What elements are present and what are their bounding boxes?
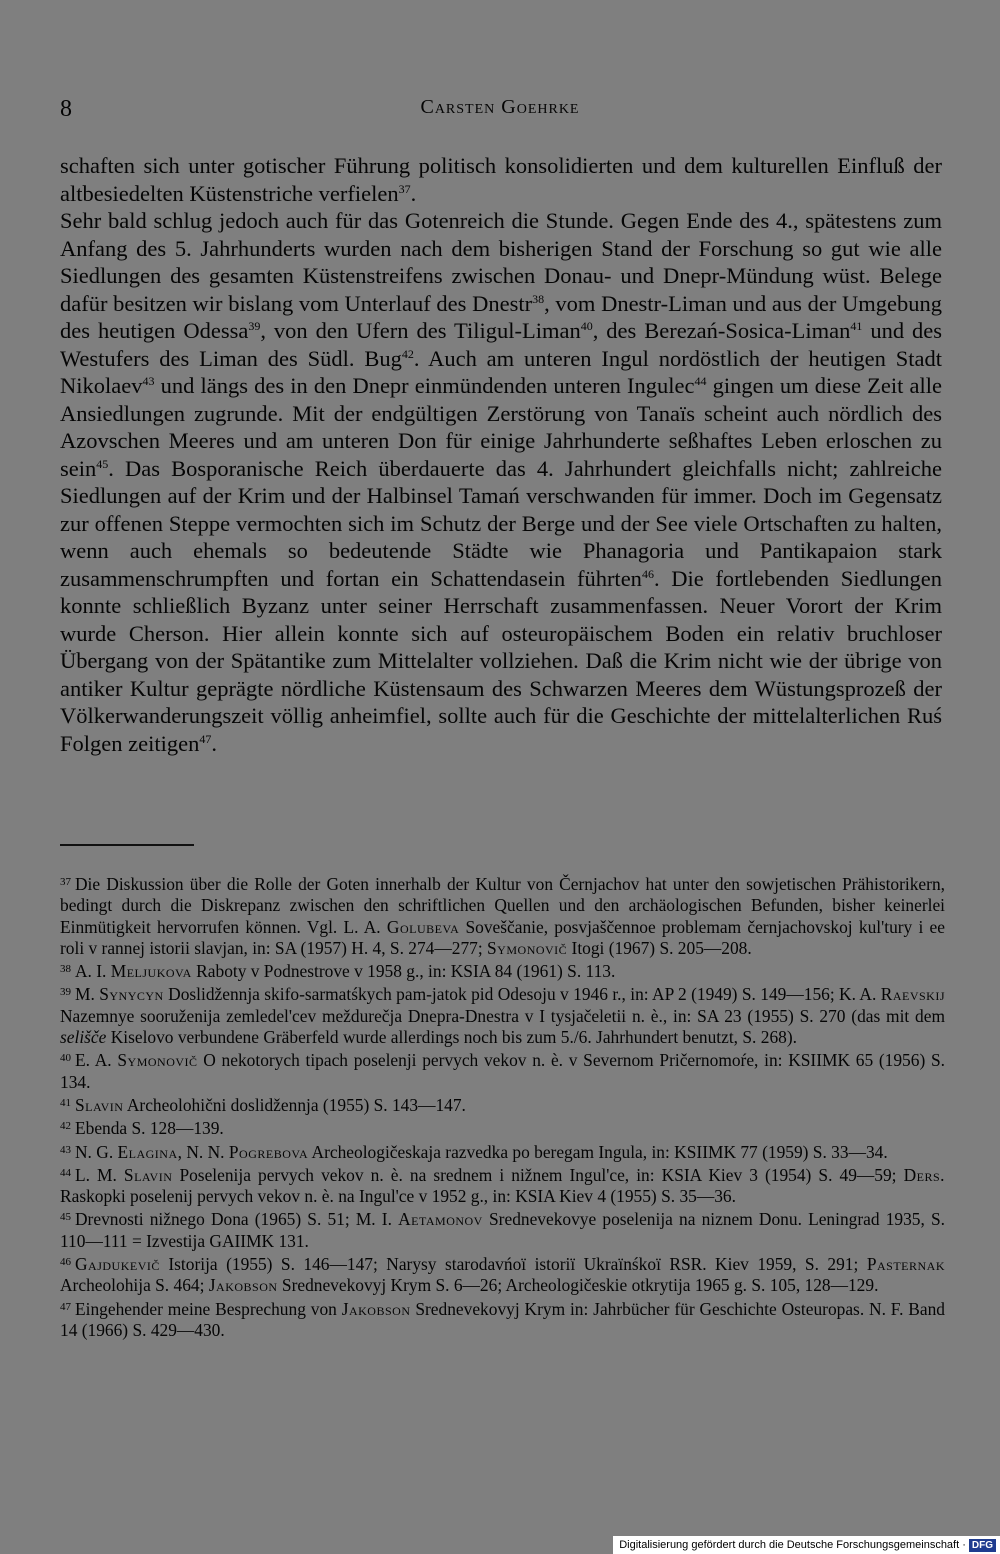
footnote-separator bbox=[60, 844, 194, 846]
footer-text: Digitalisierung gefördert durch die Deutsche Forschungsgemeinschaft · bbox=[619, 1539, 966, 1551]
text-run: und längs des in den Dnepr einmündenden unteren Ingulec bbox=[154, 373, 695, 398]
author-name: Elagina bbox=[117, 1141, 178, 1162]
text-run: , von den Ufern des Tiligul-Liman bbox=[260, 318, 581, 343]
footnotes bbox=[60, 872, 945, 1341]
author-name: Synycyn bbox=[99, 984, 164, 1005]
footnote-text: Raboty v Podnestrove v 1958 g., in: KSIA 84 (1961) S. 113. bbox=[191, 961, 616, 982]
author-name: Jakobson bbox=[208, 1275, 278, 1296]
text-run: schaften sich unter gotischer Führung politisch konsolidierten und dem kulturellen Einfluß der altbesiedelten Küstenstriche verfielen bbox=[60, 153, 942, 206]
footnote-text: Nazemnye sooruženija zemledel'cev meždurečja Dnepra-Dnestra v I tysjačeletii n. è., in: SA 23 (1955) S. 270 (das mit dem bbox=[60, 1005, 945, 1026]
author-name: Slavin bbox=[123, 1164, 173, 1185]
footnote-text: Die Diskussion über die Rolle der Goten innerhalb der Kultur von Černjachov hat unter den sowjetischen Prähistorikern, bedingt durch die Diskrepanz zwischen den schriftlichen Quellen und den archäologischen Befunden, bisher keinerlei Einmütigkeit hervorrufen können. Vgl. L. A. bbox=[60, 874, 945, 937]
footnote-number: 45 bbox=[60, 1211, 71, 1224]
author-name: Gajdukevič bbox=[75, 1254, 160, 1275]
text-run: , des Berezań-Sosica-Liman bbox=[592, 318, 851, 343]
footnote-text: Raskopki poselenij pervych vekov n. è. na Ingul'ce v 1952 g., in: KSIA Kiev 4 (1955) S. 35—36. bbox=[60, 1186, 736, 1207]
footnote-number: 44 bbox=[60, 1166, 71, 1179]
text-run: gingen um diese Zeit alle Ansiedlungen zugrunde. Mit der endgültigen Zerstörung von Tanaïs scheint auch nördlich des Azovschen Meeres und am unteren Don für einige Jahrhunderte seßhaftes Leben erloschen zu sein bbox=[60, 373, 942, 481]
footnote-ref: 40 bbox=[580, 319, 593, 333]
author-name: Ders. bbox=[903, 1164, 945, 1185]
text-run: . Die fortlebenden Siedlungen konnte schließlich Byzanz unter seiner Herrschaft zusammenfassen. Neuer Vorort der Krim wurde Cherson. Hier allein konnte sich auf osteuropäischem Boden ein relativ bruchloser Übergang von der Spätantike zum Mittelalter vollziehen. Daß die Krim nicht wie der übrige von antiker Kultur geprägte nördliche Küstensaum des Schwarzen Meeres dem Wüstungsprozeß der Völkerwanderungszeit völlig anheimfiel, sollte auch für die Geschichte der mittelalterlichen Ruś Folgen zeitigen bbox=[60, 565, 942, 756]
footnote-text: Doslidžennja skifo-sarmatśkych pam-jatok pid Odesoju v 1946 r., in: AP 2 (1949) S. 149—156; K. A. bbox=[163, 984, 881, 1005]
footnote-text: Kiselovo verbundene Gräberfeld wurde allerdings noch bis zum 5./6. Jahrhundert benutzt, S. 268). bbox=[106, 1027, 797, 1048]
footnote-ref: 42 bbox=[401, 346, 414, 361]
page-header bbox=[60, 96, 940, 136]
paragraph-1 bbox=[60, 152, 942, 207]
author-name: Slavin bbox=[75, 1094, 124, 1115]
footnote-40 bbox=[60, 1048, 945, 1093]
footnote-text: Srednevekovyj Krym in: Jahrbücher für Geschichte Osteuropas. N. F. Band 14 (1966) S. 429—430. bbox=[60, 1298, 945, 1340]
author-name: Raevskij bbox=[880, 984, 945, 1005]
text-run: und des Westufers des Liman des Südl. Bug bbox=[60, 318, 943, 371]
main-text bbox=[60, 152, 942, 757]
footnote-37 bbox=[60, 872, 945, 959]
author-name: Symonovič bbox=[117, 1050, 198, 1071]
footnote-number: 40 bbox=[60, 1052, 71, 1065]
author-name: Aetamonov bbox=[398, 1209, 483, 1230]
footnote-text: N. G. bbox=[75, 1141, 118, 1162]
running-title: Carsten Goehrke bbox=[420, 96, 580, 118]
footnote-ref: 38 bbox=[532, 291, 545, 306]
footnote-46 bbox=[60, 1252, 945, 1297]
footnote-text: Srednevekovye poselenija na niznem Donu. Leningrad 1935, S. 110—111 = Izvestija GAIIMK 131. bbox=[60, 1209, 945, 1251]
footnote-text: O nekotorych tipach poselenji pervych vekov n. è. v Severnom Pričernomoŕe, in: KSIIMK 65 (1956) S. 134. bbox=[60, 1050, 945, 1092]
footnote-text: Eingehender meine Besprechung von bbox=[75, 1298, 342, 1319]
text-run: , vom Dnestr-Liman und aus der Umgebung des heutigen Odessa bbox=[60, 290, 942, 343]
footnote-number: 46 bbox=[60, 1256, 71, 1269]
footnote-text: Poselenija pervych vekov n. è. na srednem i nižnem Ingul'ce, in: KSIA Kiev 3 (1954) S. 49—59; bbox=[172, 1164, 904, 1185]
footnote-43 bbox=[60, 1140, 945, 1163]
footnote-text: Archeologičeskaja razvedka po beregam Ingula, in: KSIIMK 77 (1959) S. 33—34. bbox=[308, 1141, 888, 1162]
footnote-45 bbox=[60, 1207, 945, 1252]
footnote-text: , N. N. bbox=[177, 1141, 229, 1162]
footnote-text: Archeolohija S. 464; bbox=[60, 1275, 209, 1296]
author-name: Meljukova bbox=[110, 961, 192, 982]
footnote-number: 42 bbox=[60, 1120, 71, 1133]
footnote-ref: 37 bbox=[398, 181, 411, 196]
footnote-number: 41 bbox=[60, 1096, 71, 1109]
footnote-text: Drevnosti nižnego Dona (1965) S. 51; M. I. bbox=[75, 1209, 399, 1230]
author-name: Pasternak bbox=[866, 1254, 945, 1275]
footnote-39 bbox=[60, 982, 945, 1048]
footnote-38 bbox=[60, 959, 945, 982]
footnote-text: Soveščanie, posvjaščennoe problemam černjachovskoj kul'tury i ee roli v rannej istorii slavjan, in: SA (1957) H. 4, S. 274—277; bbox=[60, 916, 945, 958]
dfg-footer bbox=[613, 1536, 1000, 1554]
footnote-ref: 47 bbox=[199, 731, 212, 746]
footnote-text: A. I. bbox=[75, 961, 111, 982]
footnote-42 bbox=[60, 1116, 945, 1139]
footnote-number: 38 bbox=[60, 963, 71, 976]
footnote-text: E. A. bbox=[75, 1050, 118, 1071]
footnote-text: L. M. bbox=[75, 1164, 124, 1185]
footnote-44 bbox=[60, 1163, 945, 1208]
footnote-text: M. bbox=[75, 984, 100, 1005]
text-run: . bbox=[410, 180, 417, 206]
author-name: Jakobson bbox=[341, 1298, 411, 1319]
paragraph-2 bbox=[60, 207, 942, 757]
text-run: . Das Bosporanische Reich überdauerte das 4. Jahrhundert gleichfalls nicht; zahlreiche Siedlungen auf der Krim und der Halbinsel Tamań verschwanden für immer. Doch im Gegensatz zur offenen Steppe vermochten sich im Schutz der Berge und der See viele Ortschaften zu halten, wenn auch ehemals so bedeutende Städte wie Phanagoria und Pantikapaion stark zusammenschrumpften und fortan ein Schattendasein führten bbox=[60, 455, 942, 591]
footnote-text: selišče bbox=[60, 1027, 107, 1048]
footnote-ref: 45 bbox=[96, 456, 109, 471]
footnote-text: Istorija (1955) S. 146—147; Narysy starodavńoï istoriï Ukraïnśkoï RSR. Kiev 1959, S. 291; bbox=[159, 1254, 867, 1275]
footnote-ref: 44 bbox=[694, 374, 707, 388]
dfg-logo: DFG bbox=[969, 1539, 996, 1552]
footnote-ref: 46 bbox=[641, 566, 654, 581]
footnote-47 bbox=[60, 1297, 945, 1342]
text-run: . Auch am unteren Ingul nordöstlich der heutigen Stadt Nikolaev bbox=[60, 345, 943, 398]
footnote-text: Ebenda S. 128—139. bbox=[75, 1118, 224, 1139]
footnote-number: 43 bbox=[60, 1143, 71, 1156]
author-name: Pogrebova bbox=[228, 1141, 309, 1162]
page-number: 8 bbox=[60, 96, 72, 122]
text-run: . bbox=[211, 730, 217, 756]
footnote-ref: 41 bbox=[850, 319, 863, 333]
footnote-41 bbox=[60, 1093, 945, 1116]
footnote-ref: 39 bbox=[248, 319, 261, 333]
footnote-number: 37 bbox=[60, 876, 71, 888]
footnote-ref: 43 bbox=[142, 374, 155, 388]
footnote-number: 39 bbox=[60, 986, 71, 999]
footnote-text: Archeolohični doslidžennja (1955) S. 143—147. bbox=[123, 1094, 466, 1115]
text-run: Sehr bald schlug jedoch auch für das Gotenreich die Stunde. Gegen Ende des 4., spätestens zum Anfang des 5. Jahrhunderts wurden nach dem bisherigen Stand der Forschung so gut wie alle Siedlungen des gesamten Küstenstreifens zwischen Donau- und Dnepr-Mündung wüst. Belege dafür besitzen wir bislang vom Unterlauf des Dnestr bbox=[60, 208, 942, 316]
footnote-text: Itogi (1967) S. 205—208. bbox=[567, 937, 752, 958]
author-name: Symonovič bbox=[487, 937, 568, 958]
author-name: Golubeva bbox=[386, 916, 460, 937]
footnote-text: Srednevekovyj Krym S. 6—26; Archeologičeskie otkrytija 1965 g. S. 105, 128—129. bbox=[277, 1275, 879, 1296]
footnote-number: 47 bbox=[60, 1300, 71, 1313]
